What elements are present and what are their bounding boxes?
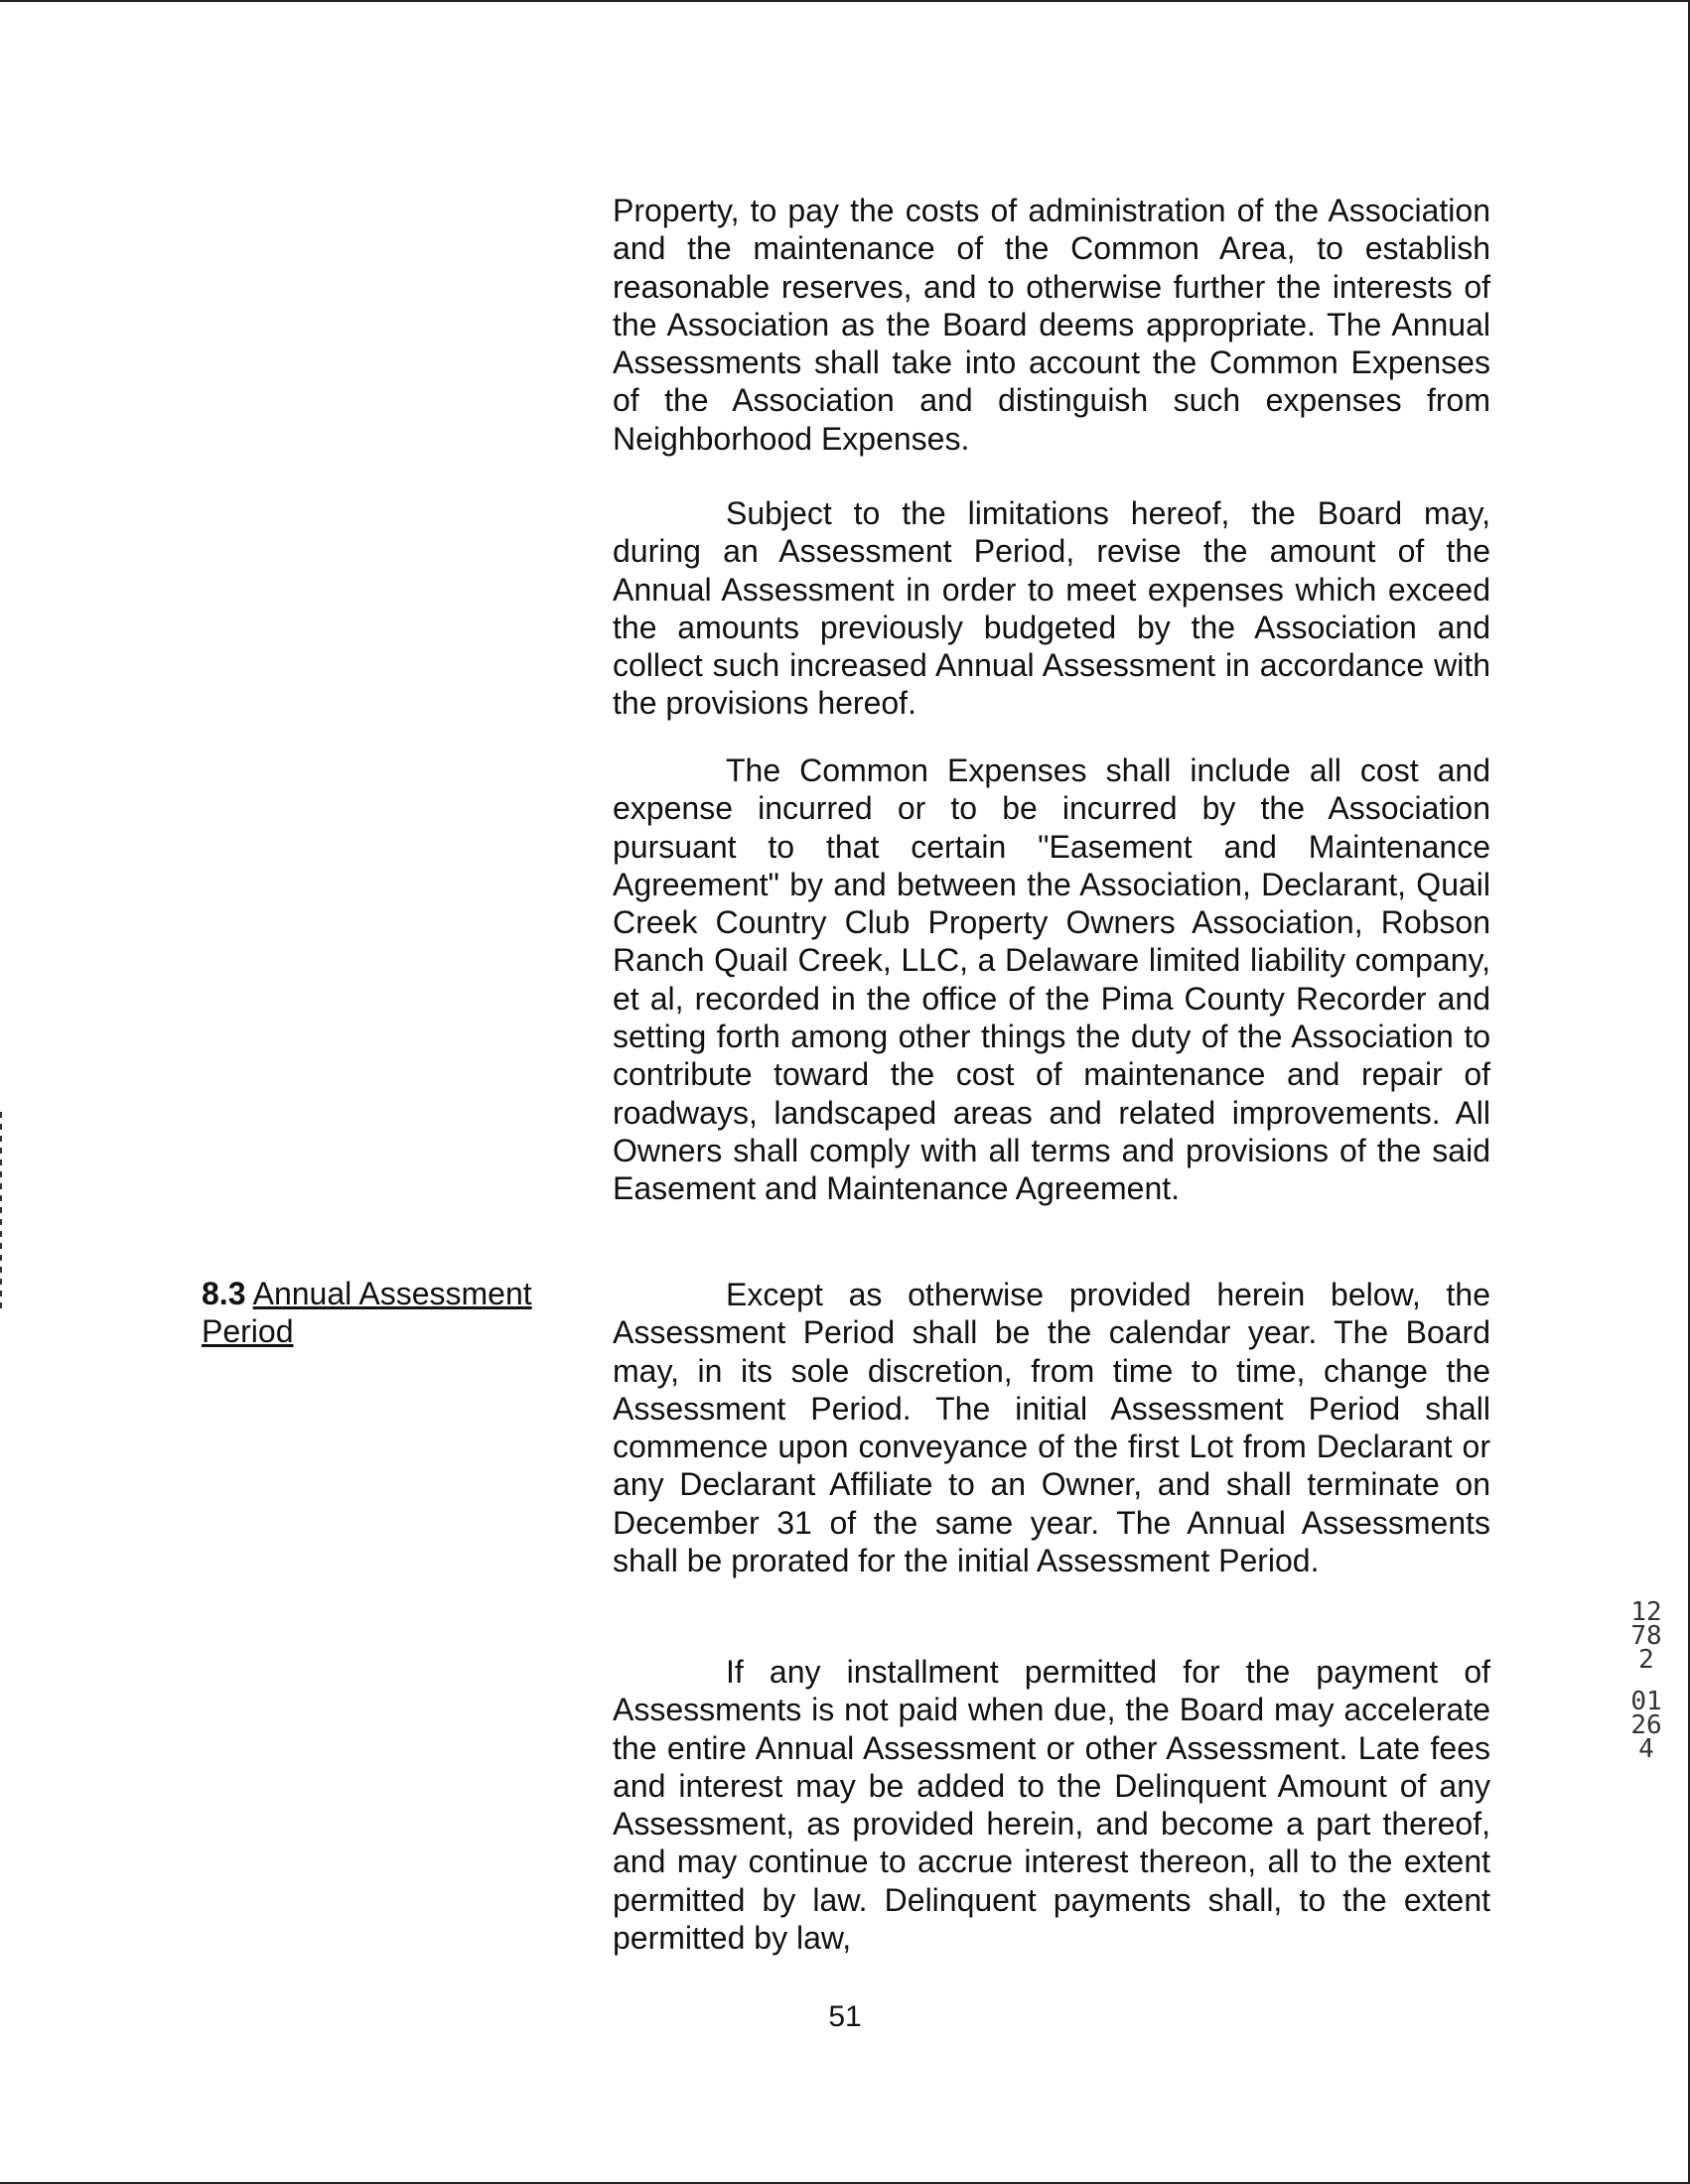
section-number: 8.3 xyxy=(202,1276,246,1311)
section-heading-8-3 xyxy=(202,1275,559,1351)
paragraph-1: Property, to pay the costs of administration of the Association and the maintenance of the Common Area, to establish reasonable reserves, and to otherwise further the interests of the Association as the Board deems appropriate. The Annual Assessments shall take into account the Common Expenses of the Association and distinguish such expenses from Neighborhood Expenses. xyxy=(613,193,1490,457)
paragraph-3: The Common Expenses shall include all cost and expense incurred or to be incurred by the Association pursuant to that certain "Easement and Maintenance Agreement" by and between the Association, Declarant, Quail Creek Country Club Property Owners Association, Robson Ranch Quail Creek, LLC, a Delaware limited liability company, et al, recorded in the office of the Pima County Recorder and setting forth among other things the duty of the Association to contribute toward the cost of maintenance and repair of roadways, landscaped areas and related improvements. All Owners shall comply with all terms and provisions of the said Easement and Maintenance Agreement. xyxy=(613,752,1490,1207)
paragraph-4: Except as otherwise provided herein below, the Assessment Period shall be the calendar year. The Board may, in its sole discretion, from time to time, change the Assessment Period. The initial Assessment Period shall commence upon conveyance of the first Lot from Declarant or any Declarant Affiliate to an Owner, and shall terminate on December 31 of the same year. The Annual Assessments shall be prorated for the initial Assessment Period. xyxy=(613,1277,1490,1579)
section-title: Annual Assessment Period xyxy=(202,1276,532,1350)
page-number: 51 xyxy=(828,2000,862,2033)
paragraph-2: Subject to the limitations hereof, the Board may, during an Assessment Period, revise the amount of the Annual Assessment in order to meet expenses which exceed the amounts previously budgeted by the Association and collect such increased Annual Assessment in accordance with the provisions hereof. xyxy=(613,495,1490,722)
scan-edge-mark xyxy=(0,1112,2,1310)
recording-stamp xyxy=(1626,1597,1666,1779)
recording-docket: 12782 xyxy=(1630,1597,1662,1675)
recording-page: 01264 xyxy=(1630,1687,1662,1764)
paragraph-5: If any installment permitted for the payment of Assessments is not paid when due, the Board may accelerate the entire Annual Assessment or other Assessment. Late fees and interest may be added to the Delinquent Amount of any Assessment, as provided herein, and become a part thereof, and may continue to accrue interest thereon, all to the extent permitted by law. Delinquent payments shall, to the extent permitted by law, xyxy=(613,1654,1490,1957)
